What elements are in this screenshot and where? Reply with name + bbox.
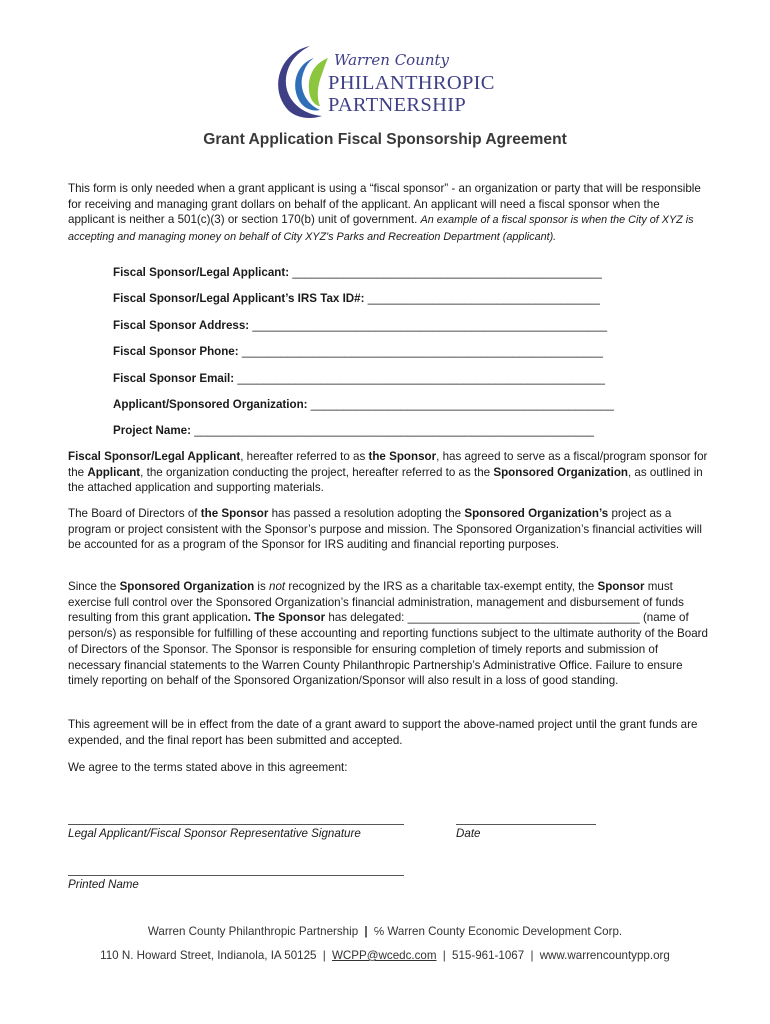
footer-contact <box>0 949 770 962</box>
field-label: Applicant/Sponsored Organization: <box>113 397 308 411</box>
bold-text: the Sponsor <box>200 507 269 520</box>
bold-text: the Sponsor <box>368 450 437 463</box>
bold-text: Sponsored Organization <box>493 465 628 479</box>
footer-separator: | <box>530 949 534 962</box>
text: The Board of Directors of <box>68 507 201 520</box>
logo-title-line1: PHILANTHROPIC <box>328 72 495 94</box>
field-blank[interactable]: _______________________________________________________ <box>252 318 608 332</box>
field-email[interactable] <box>113 372 673 398</box>
field-sponsored-organization[interactable] <box>113 398 673 424</box>
logo-title-line2: PARTNERSHIP <box>328 94 467 116</box>
field-blank[interactable]: ______________________________________________________________ <box>194 424 594 438</box>
footer-separator: | <box>442 949 446 962</box>
footer-org-name: Warren County Philanthropic Partnership <box>147 925 359 938</box>
field-legal-applicant[interactable] <box>113 266 673 292</box>
agreement-statement: We agree to the terms stated above in this agreement: <box>68 761 348 774</box>
text: has passed a resolution adopting the <box>268 507 465 520</box>
text: project as a program or project consistent with the Sponsor’s purpose and mission. The Sponsored Organization’s financial activities will be accounted for as a program of the Sponsor for IRS auditing and financial reporting purposes. <box>68 507 702 552</box>
field-address[interactable] <box>113 319 673 345</box>
footer-phone: 515-961-1067 <box>452 949 525 962</box>
printed-name-line[interactable] <box>68 875 404 876</box>
date-label: Date <box>456 827 481 840</box>
field-label: Fiscal Sponsor Address: <box>113 318 250 332</box>
footer-care-of: ℅ Warren County Economic Development Corp. <box>373 925 623 938</box>
field-label: Fiscal Sponsor Email: <box>113 371 235 385</box>
field-label: Fiscal Sponsor Phone: <box>113 345 239 359</box>
footer-separator: | <box>364 925 368 938</box>
italic-text: not <box>269 580 286 593</box>
bold-text: Sponsored Organization <box>119 580 255 593</box>
text: must exercise full control over the Sponsored Organization’s financial administration, management and disbursement of funds resulting from this grant application <box>68 580 684 625</box>
bold-text: . The Sponsor <box>247 611 326 625</box>
logo-script-text: Warren County <box>334 51 450 69</box>
signature-label: Legal Applicant/Fiscal Sponsor Representative Signature <box>68 827 361 840</box>
field-blank[interactable]: ________________________________________________________ <box>241 345 603 359</box>
field-blank[interactable]: _________________________________________________________ <box>237 371 605 385</box>
field-label: Fiscal Sponsor/Legal Applicant’s IRS Tax ID#: <box>113 292 365 306</box>
sponsor-paragraph <box>68 449 708 496</box>
field-project-name[interactable] <box>113 424 673 450</box>
intro-paragraph <box>68 181 708 246</box>
text: , the organization conducting the project, hereafter referred to as the <box>140 465 494 479</box>
bold-text: Sponsored Organization’s <box>464 507 609 520</box>
field-phone[interactable] <box>113 345 673 371</box>
field-label: Fiscal Sponsor/Legal Applicant: <box>113 266 290 279</box>
organization-logo <box>270 44 510 122</box>
date-line[interactable] <box>456 824 596 825</box>
intro-text: This form is only needed when a grant applicant is using a “fiscal sponsor” - an organization or party that will be responsible for receiving and managing grant dollars on behalf of the applicant. An applicant will need a fiscal sponsor when the applicant is neither a 501(c)(3) or section 170(b) unit of government. <box>68 182 701 227</box>
bold-text: Sponsor <box>597 580 645 593</box>
footer-email-link[interactable]: WCPP@wcedc.com <box>331 949 437 962</box>
text: is <box>254 580 270 593</box>
field-blank[interactable]: ________________________________________________ <box>292 266 602 279</box>
signature-line[interactable] <box>68 824 404 825</box>
footer-address: 110 N. Howard Street, Indianola, IA 50125 <box>100 949 317 962</box>
field-blank[interactable]: _______________________________________________ <box>310 397 614 411</box>
sponsor-fields <box>113 266 673 451</box>
field-label: Project Name: <box>113 424 191 438</box>
printed-name-label: Printed Name <box>68 878 139 891</box>
field-irs-tax-id[interactable] <box>113 292 673 318</box>
text: Since the <box>68 580 120 593</box>
control-paragraph <box>68 579 708 689</box>
text: has delegated: ____________________________________ (name of person/s) as responsible for fulfilling of these accounting and reporting functions subject to the ultimate authority of the Board of Directors of the Sponsor. The Sponsor is responsible for ensuring completion of timely reports and submission of necessary financial statements to the Warren County Philanthropic Partnership’s Administrative Office. Failure to ensure timely reporting on behalf of the Sponsored Organization/Sponsor will also result in a loss of good standing. <box>68 611 708 688</box>
footer-organization <box>0 925 770 938</box>
logo-swoosh-icon <box>270 44 332 120</box>
board-resolution-paragraph <box>68 506 708 553</box>
text: , as outlined in the attached application and supporting materials. <box>68 465 703 495</box>
intro-example: An example of a fiscal sponsor is when the City of XYZ is accepting and managing money on behalf of City XYZ's Parks and Recreation Department (applicant). <box>68 214 694 244</box>
footer-website[interactable]: www.warrencountypp.org <box>539 949 670 962</box>
bold-text: Fiscal Sponsor/Legal Applicant <box>68 450 241 463</box>
term-paragraph: This agreement will be in effect from the date of a grant award to support the above-named project until the grant funds are expended, and the final report has been submitted and accepted. <box>68 718 698 747</box>
document-title: Grant Application Fiscal Sponsorship Agreement <box>203 131 567 148</box>
bold-text: Applicant <box>87 465 141 479</box>
text: , hereafter referred to as <box>240 450 369 463</box>
text: , has agreed to serve as a fiscal/program sponsor for the <box>68 450 708 479</box>
text: recognized by the IRS as a charitable tax-exempt entity, the <box>285 580 598 593</box>
field-blank[interactable]: ____________________________________ <box>367 292 600 306</box>
footer-separator: | <box>322 949 326 962</box>
